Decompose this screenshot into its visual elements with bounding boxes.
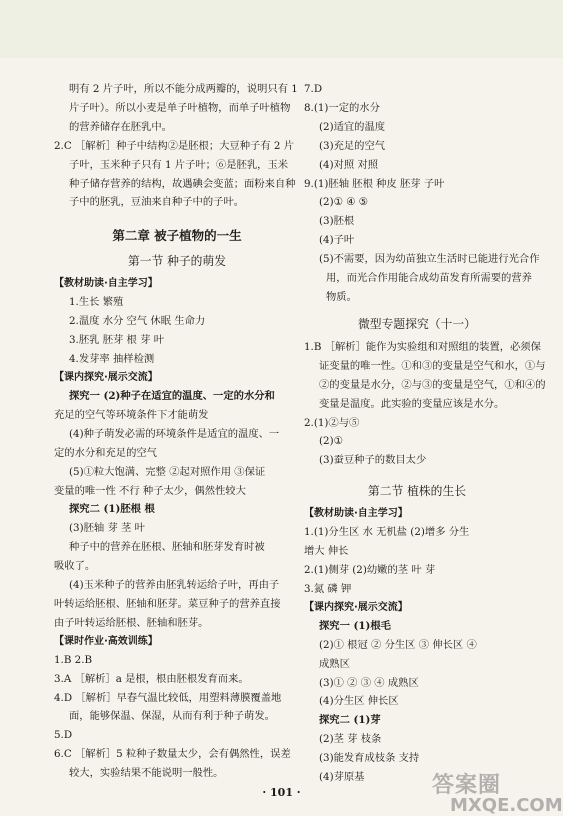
answer-line: 由子叶转运给胚根、胚轴和胚芽。 [54, 616, 209, 629]
answer-line: ②的变量是水分，②与③的变量是空气，①和④的 [319, 378, 546, 391]
section-bar-explore: 【课内探究·展示交流】 [54, 371, 158, 383]
answer-line: (4)对照 对照 [319, 158, 379, 171]
answer-line: (3)充足的空气 [319, 139, 386, 152]
answer-line: 充足的空气等环境条件下才能萌发 [54, 408, 209, 421]
answer-line: 变量的唯一性 不行 种子太少，偶然性较大 [54, 484, 246, 497]
topic-answers [304, 338, 546, 470]
explore-answers-2 [304, 617, 530, 787]
answer-line: 成熟区 [319, 657, 350, 670]
answer-line: (3)蚕豆种子的数目太少 [319, 454, 427, 467]
answer-line: 片子叶）。所以小麦是单子叶植物，而单子叶植物 [69, 101, 291, 114]
answer-line: (4)玉米种子的营养由胚乳转运给子叶，再由子 [69, 579, 280, 592]
answer-line: (3)① ② ③ ④ 成熟区 [319, 676, 419, 689]
answer-line: (4)种子萌发必需的环境条件是适宜的温度、一 [69, 427, 280, 440]
page-number: · 101 · [262, 786, 301, 799]
answer-line: (2)① [319, 435, 343, 448]
answer-line: 3.A ［解析］a 是根，根由胚根发育而来。 [54, 672, 249, 685]
answer-line: (4)子叶 [319, 234, 355, 247]
answer-line: (4)分生区 伸长区 [319, 695, 399, 708]
right-column [304, 80, 546, 787]
left-column [54, 80, 300, 783]
homework-answers [54, 651, 300, 783]
answer-line: 2.(1)侧芽 (2)幼嫩的茎 叶 芽 [304, 564, 436, 577]
answer-line: 1.B 2.B [54, 653, 93, 666]
section-bar-explore-2: 【课内探究·展示交流】 [304, 601, 408, 613]
right-top-answers [304, 80, 540, 307]
answer-line: 明有 2 片子叶，所以不能分成两瓣的，说明只有 1 [69, 83, 298, 95]
answer-line: 探究二 (1)胚根 根 [69, 503, 155, 516]
answer-line: 2.(1)②与⑤ [304, 416, 360, 429]
answer-line: (2)适宜的温度 [319, 120, 386, 133]
chapter-title: 第二章 被子植物的一生 [112, 228, 242, 244]
answer-line: 4.发芽率 抽样检测 [69, 353, 155, 366]
answer-line: 9.(1)胚轴 胚根 种皮 胚芽 子叶 [304, 177, 445, 190]
answer-line: (3)能发育成枝条 支持 [319, 752, 420, 765]
answer-line: (4)芽原基 [319, 771, 365, 784]
answer-line: 增大 伸长 [304, 545, 349, 558]
answer-line: 探究一 (2)种子在适宜的温度、一定的水分和 [69, 389, 275, 402]
answer-line: 2.温度 水分 空气 休眠 生命力 [69, 315, 206, 328]
answer-line: (2)① 根冠 ② 分生区 ③ 伸长区 ④ [319, 638, 477, 651]
answer-line: 3.氮 磷 钾 [304, 582, 352, 595]
answer-line: 4.D ［解析］早春气温比较低，用塑料薄膜覆盖地 [54, 691, 282, 704]
answer-line: 8.(1)一定的水分 [304, 101, 380, 114]
answer-line: 7.D [304, 83, 323, 95]
answer-line: 物质。 [326, 290, 357, 303]
answer-line: 探究一 (1)根毛 [319, 619, 391, 632]
answer-line: 1.生长 繁殖 [69, 296, 124, 309]
answer-line: (3)胚根 [319, 215, 355, 228]
answer-line: 1.(1)分生区 水 无机盐 (2)增多 分生 [304, 526, 470, 539]
answer-line: 1.B ［解析］能作为实验组和对照组的装置，必须保 [304, 340, 541, 353]
answer-line: 子中的胚乳，豆油来自种子中的子叶。 [69, 196, 245, 209]
section-bar-homework: 【课时作业·高效训练】 [54, 635, 158, 647]
answer-line: 变量是温度。此实验的变量应该是水分。 [319, 397, 505, 410]
answer-line: 面，能够保温、保湿，从而有利于种子萌发。 [69, 710, 275, 723]
answer-line: 2.C ［解析］种子中结构②是胚根；大豆种子有 2 片 [54, 139, 295, 152]
answer-line: 6.C ［解析］5 粒种子数量太少，会有偶然性，误差 [54, 748, 291, 761]
answer-line: 的营养储存在胚乳中。 [69, 120, 172, 133]
answer-line: 叶转运给胚根、胚轴和胚芽。菜豆种子的营养直接 [54, 597, 281, 610]
study-answers [54, 293, 300, 369]
answer-line: 探究二 (1)芽 [319, 714, 381, 727]
section2-title: 第二节 植株的生长 [367, 484, 467, 499]
section-title: 第一节 种子的萌发 [127, 254, 227, 269]
top-color-band [0, 0, 563, 58]
section-bar-study: 【教材助读·自主学习】 [54, 278, 158, 290]
left-top-answers [54, 80, 300, 212]
watermark-url: MXQE.COM [450, 795, 563, 816]
answer-line: (2)茎 芽 枝条 [319, 733, 382, 746]
answer-line: 吸收了。 [54, 560, 96, 573]
answer-line: 定的水分和充足的空气 [54, 446, 157, 459]
answer-line: 子叶，玉米种子只有 1 片子叶；⑥是胚乳，玉米 [69, 158, 289, 171]
section-bar-study-2: 【教材助读·自主学习】 [304, 508, 408, 520]
answer-line: 种子中的营养在胚根、胚轴和胚芽发育时被 [69, 541, 265, 554]
topic-title: 微型专题探究（十一） [358, 316, 476, 331]
answer-line: (5)①粒大饱满、完整 ②起对照作用 ③保证 [69, 465, 266, 478]
answer-line: 5.D [54, 729, 73, 742]
answer-line: 种子储存营养的结构，故遇碘会变蓝；面粉来自种 [69, 177, 296, 190]
answer-line: (5)不需要，因为幼苗独立生活时已能进行光合作 [319, 253, 540, 266]
answer-line: 较大，实验结果不能说明一般性。 [69, 767, 224, 780]
answer-line: (3)胚轴 芽 茎 叶 [69, 522, 145, 535]
answer-line: 证变量的唯一性。①和③的变量是空气和水，①与 [319, 359, 546, 372]
explore-answers [54, 387, 300, 633]
answer-line: 3.胚乳 胚芽 根 芽 叶 [69, 334, 164, 347]
answer-line: (2)① ④ ⑤ [319, 196, 368, 209]
answer-line: 用，而光合作用能合成幼苗发育所需要的营养 [326, 272, 532, 285]
watermark-text: 答案圈 [432, 773, 502, 798]
study-answers-2 [304, 523, 530, 599]
